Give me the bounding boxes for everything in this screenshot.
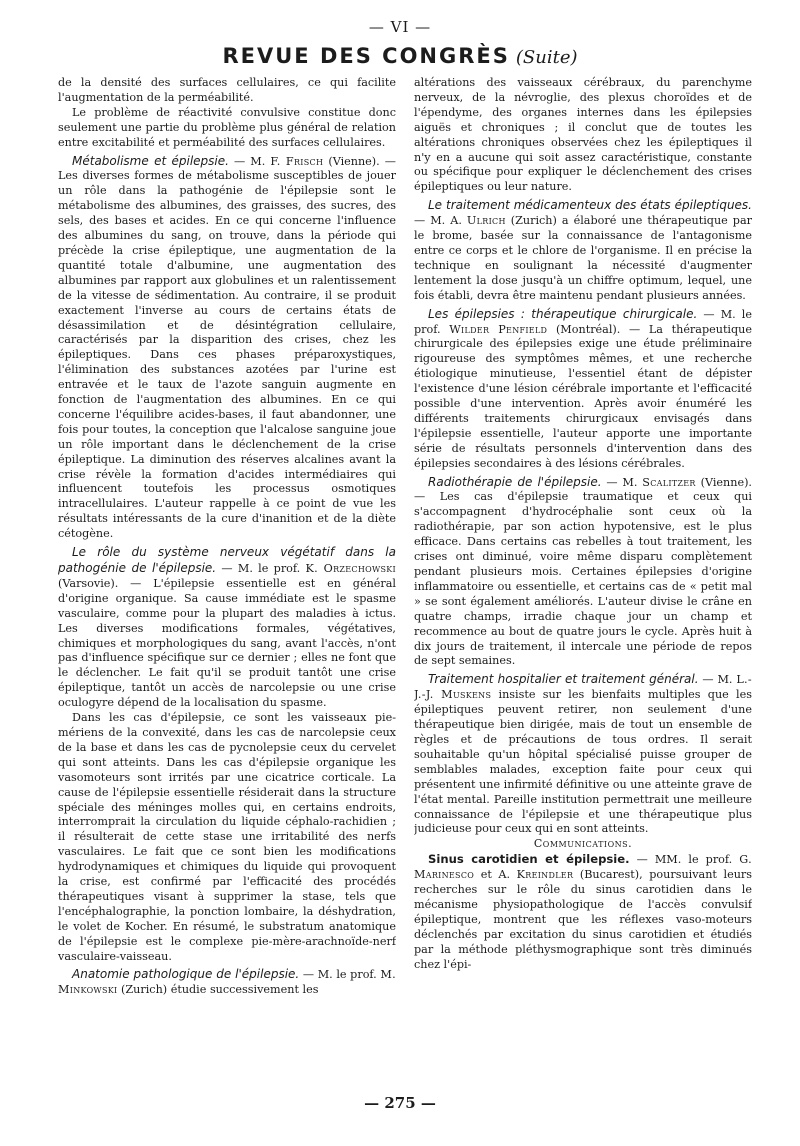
author-prefix: — M. <box>228 154 271 168</box>
article-title: Le rôle du système nerveux végétatif dans la pathogénie de l'épilepsie. <box>58 545 396 575</box>
article-body: (Montréal). — La thérapeutique chirurgicale des épilepsies exige une étude préliminaire rigoureuse des symptômes mêmes, et une recherche étiologique minutieuse, l'essentiel étant de dépister l'existence d'une lésion cérébrale importante et l'efficacité possible d'une intervention. Après avoir énuméré les différents traitements chirurgicaux envisagés dans l'épilepsie essentielle, l'auteur apporte une importante série de résultats personnels d'intervention dans des épilepsies secondaires à des lésions cérébrales. <box>414 322 752 470</box>
article-body: insiste sur les bienfaits multiples que les épileptiques peuvent retirer, non seulement d'une thérapeutique bien dirigée, mais de tout un ensemble de règles et de précautions de tous ordres. Il serait souhaitable qu'un hôpital spécialisé puisse grouper de semblables malades, exception faite pour ceux qui présentent une infirmité définitive ou une atteinte grave de l'état mental. Pareille institution permettrait une meilleure connaissance de l'épilepsie et une thérapeutique plus judicieuse pour ceux qui en sont atteints. <box>414 688 752 836</box>
article-systeme-nerveux <box>58 545 396 711</box>
paragraph: de la densité des surfaces cellulaires, ce qui facilite l'augmentation de la perméabilité. <box>58 76 396 104</box>
author-prefix: — M. le prof. <box>216 562 306 575</box>
article-anatomie <box>58 967 396 998</box>
paragraph: altérations des vaisseaux cérébraux, du parenchyme nerveux, de la névroglie, des plexus choroïdes et de l'épendyme, des organes internes dans les épilepsies aiguës et chroniques ; il conclut que de toutes les altérations chroniques observées chez les épileptiques il n'y en a aucune qui soit assez caractéristique, constante ou spécifique pour expliquer le déclenchement des crises épileptiques ou leur nature. <box>414 76 752 194</box>
author-prefix: — M. <box>698 673 737 687</box>
article-sinus-carotidien <box>414 852 752 972</box>
author-name: Scalitzer <box>642 475 696 489</box>
author-prefix: — M. le prof. <box>414 307 752 336</box>
author-name: K. Orzechowski <box>305 562 396 575</box>
author-prefix: — M. le prof. <box>299 968 381 982</box>
article-metabolisme <box>58 154 396 543</box>
article-title: Radiothérapie de l'épilepsie. <box>428 474 602 489</box>
author-name: F. Frisch <box>270 154 324 168</box>
article-chirurgicale <box>414 307 752 472</box>
article-title: Les épilepsies : thérapeutique chirurgicale. <box>428 306 698 321</box>
author-name: G. Marinesco <box>414 853 752 882</box>
article-title: Le traitement médicamenteux des états épileptiques. <box>428 198 752 213</box>
article-title: Anatomie pathologique de l'épilepsie. <box>72 967 300 982</box>
author-name: Kreindler <box>516 868 574 882</box>
left-column <box>58 76 396 1086</box>
roman-folio: — VI — <box>368 18 432 36</box>
running-head <box>0 44 800 68</box>
author-prefix: — M. A. <box>414 214 467 228</box>
author-name: M. Minkowski <box>58 968 396 997</box>
article-body: (Varsovie). — L'épilepsie essentielle est en général d'origine organique. Sa cause immédiate est le spasme vasculaire, comme pour la plupart des maladies à ictus. Les diverses modifications formales, végétatives, chimiques et morphologiques du sang, avant l'accès, n'ont pas d'influence spécifique sur ce dernier ; elles ne font que le déclencher. Le fait qu'il se produit tantôt une crise épileptique, tantôt un accès de narcolepsie ou une crise oculogyre dépend de la localisation du spasme. <box>58 576 396 710</box>
paragraph: Le problème de réactivité convulsive constitue donc seulement une partie du problème plus général de relation entre excitabilité et perméabilité des surfaces cellulaires. <box>58 105 396 149</box>
section-continuation-label: (Suite) <box>515 47 578 68</box>
article-title: Métabolisme et épilepsie. <box>72 153 229 168</box>
paragraph: Dans les cas d'épilepsie, ce sont les vaisseaux pie-mériens de la convexité, dans les cas de narcolepsie ceux de la base et dans les cas de pycnolepsie ceux du cervelet qui sont atteints. Dans les cas d'épilepsie organique les vasomoteurs sont irrités par une cicatrice corticale. La cause de l'épilepsie essentielle résiderait dans la structure spéciale des méninges molles qui, en certains endroits, interromprait la circulation du liquide céphalo-rachidien ; il résulterait de cette stase une irritabilité des nerfs vasculaires. Le fait que ce sont bien les modifications hydrodynamiques et chimiques du liquide qui provoquent la crise, est confirmé par l'efficacité des procédés thérapeutiques visant à supprimer la stase, tels que l'encéphalographie, la ponction lombaire, la déshydration, le volet de Kocher. En résumé, le substratum anatomique de l'épilepsie est le complexe pie-mère-arachnoïde-nerf vasculaire-vaisseau. <box>58 711 396 963</box>
author-conjunction: et A. <box>474 868 517 882</box>
article-title: Traitement hospitalier et traitement général. <box>428 672 699 687</box>
author-name: L.-J.-J. Muskens <box>414 673 752 702</box>
communications-heading: Communications. <box>533 837 633 851</box>
author-name: Wilder Penfield <box>449 322 548 336</box>
right-column <box>414 76 752 1086</box>
article-body: (Bucarest), poursuivant leurs recherches sur le rôle du sinus carotidien dans le mécanisme physiopathologique de l'accès convulsif épileptique, montrent que les réflexes vaso-moteurs déclenchés par excitation du sinus carotidien et étudiés par la méthode pléthysmographique sont très diminués chez l'épi- <box>414 868 752 971</box>
author-prefix: — M. <box>601 475 643 489</box>
author-name: Ulrich <box>466 214 506 228</box>
author-prefix: — MM. le prof. <box>629 853 740 867</box>
article-body: (Vienne). — Les diverses formes de métabolisme susceptibles de jouer un rôle dans la pathogénie de l'épilepsie sont le métabolisme des albumines, des graisses, des sucres, des sels, des bases et acides. En ce qui concerne l'influence des albumines du sang, on trouve, dans la période qui précède la crise épileptique, une augmentation de la quantité totale d'albumine, une augmentation des albumines par rapport aux globulines et un ralentissement de la vitesse de sédimentation. Au contraire, il se produit exactement l'inverse au cours de certains états de désassimilation et de désintégration cellulaire, caractérisés par la disparition des crises, chez les épileptiques. Dans ces phases préparoxystiques, l'élimination des substances azotées par l'urine est entravée et le taux de l'azote sanguin augmente en fonction de l'augmentation des albumines. En ce qui concerne l'équilibre acides-bases, il faut abandonner, une fois pour toutes, la conception que l'alcalose sanguine joue un rôle important dans le déclenchement de la crise épileptique. La diminution des réserves alcalines avant la crise révèle la formation d'acides intermédiaires qui influencent toutefois les processus osmotiques intracellulaires. L'auteur rappelle à ce point de vue les résultats intéressants de la cure d'inanition et de la diète cétogène. <box>58 154 396 541</box>
article-traitement-hospitalier <box>414 672 752 837</box>
page-number: — 275 — <box>364 1094 436 1112</box>
article-radiotherapie <box>414 475 752 670</box>
article-title: Sinus carotidien et épilepsie. <box>428 852 630 867</box>
article-body: (Zurich) a élaboré une thérapeutique par le brome, basée sur la connaissance de l'antagonisme entre ce corps et le chlore de l'organisme. Il en précise la technique en soulignant la nécessité d'augmenter lentement la dose jusqu'à un chiffre optimum, lequel, une fois établi, devra être maintenu pendant plusieurs années. <box>414 214 752 302</box>
article-body: (Zurich) étudie successivement les <box>117 983 319 997</box>
article-body: (Vienne). — Les cas d'épilepsie traumatique et ceux qui s'accompagnent d'hydrocéphalie sont ceux où la radiothérapie, par son action hypotensive, est le plus efficace. Dans certains cas rebelles à tout traitement, les crises ont diminué, voire même disparu complètement pendant plusieurs mois. Certaines épilepsies d'origine inflammatoire ou essentielle, et certains cas de « petit mal » se sont également améliorés. L'auteur divise le crâne en quatre champs, irradie chaque jour un champ et recommence au bout de quatre jours le cycle. Après huit à dix jours de traitement, il intercale une période de repos de sept semaines. <box>414 475 752 668</box>
article-traitement-medicamenteux <box>414 198 752 303</box>
journal-section-title: REVUE DES CONGRÈS <box>222 44 510 68</box>
